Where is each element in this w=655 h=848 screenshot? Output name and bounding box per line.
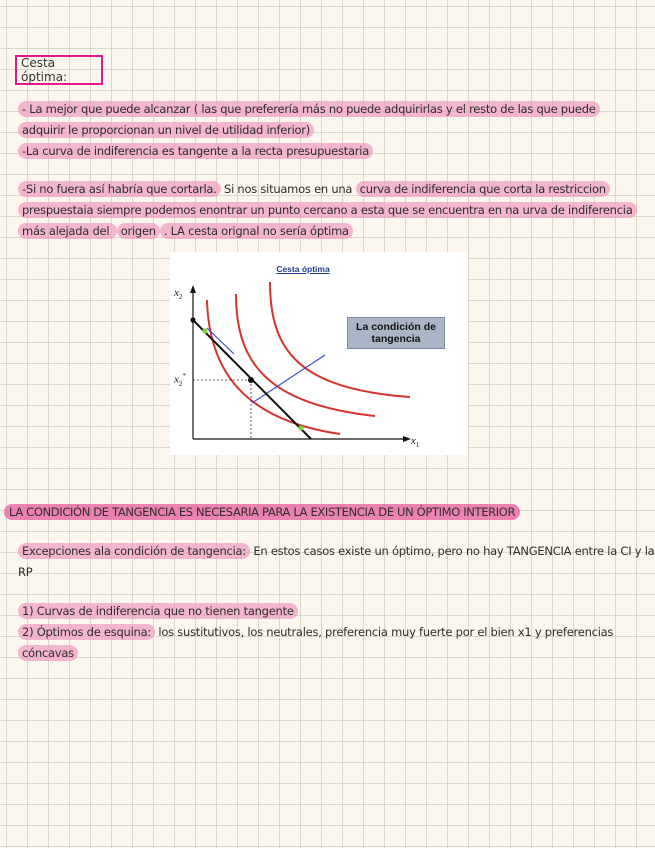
exception-item-1-text: 1) Curvas de indiferencia que no tienen tangente xyxy=(18,603,298,619)
argument-line-1 xyxy=(18,182,610,197)
exception-item-2-label: 2) Óptimos de esquina: xyxy=(18,624,155,640)
exception-item-1 xyxy=(18,604,298,619)
figure-graph xyxy=(170,252,468,455)
argument-text-1a: -Si no fuera así habría que cortarla. xyxy=(18,181,221,197)
parallel-line xyxy=(207,328,234,354)
indifference-curve-2 xyxy=(236,294,375,416)
tangency-label-line-2: tangencia xyxy=(371,333,421,345)
y-axis-label: $x_2$ xyxy=(174,287,183,302)
exceptions-line-1 xyxy=(18,544,654,559)
argument-text-1b: Si nos situamos en una xyxy=(220,182,356,196)
exception-item-2-cont xyxy=(18,646,78,661)
exception-item-2-text: los sustitutivos, los neutrales, preferencia muy fuerte por el bien x1 y preferencias xyxy=(155,625,614,639)
intro-text-3: -La curva de indiferencia es tangente a la recta presupuestaria xyxy=(18,143,373,159)
budget-intercept-point xyxy=(190,317,195,322)
argument-text-3a: más alejada del xyxy=(18,223,117,239)
tangent-line xyxy=(252,355,325,403)
x-axis-label: $x_1$ xyxy=(411,435,420,450)
tangency-label-box xyxy=(347,317,445,349)
argument-text-1c: curva de indiferencia que corta la restriccion xyxy=(356,181,610,197)
exceptions-label: Excepciones ala condición de tangencia: xyxy=(18,543,250,559)
optimal-point xyxy=(248,377,254,383)
title-box xyxy=(15,55,103,85)
intro-line-2 xyxy=(18,123,314,138)
argument-line-2 xyxy=(18,203,637,218)
exceptions-line-2 xyxy=(18,565,32,580)
intersection-point-1 xyxy=(202,328,207,333)
exception-item-2-cont-text: cóncavas xyxy=(18,645,78,661)
y-axis-arrow-icon xyxy=(190,285,196,293)
y-star-label: $x_2^*$ xyxy=(174,372,186,388)
intro-text-2: adquirir le proporcionan un nivel de utilidad inferior) xyxy=(18,122,314,138)
argument-text-3b: origen xyxy=(117,223,160,239)
figure-title: Cesta óptima xyxy=(276,264,330,274)
argument-line-3 xyxy=(18,224,353,239)
tangency-label-line-1: La condición de xyxy=(356,321,436,333)
tangency-heading-text: LA CONDICIÓN DE TANGENCIA ES NECESARIA PARA LA EXISTENCIA DE UN ÓPTIMO INTERIOR xyxy=(4,504,520,520)
exceptions-text-2: RP xyxy=(18,565,33,579)
exception-item-2 xyxy=(18,625,613,640)
intersection-point-2 xyxy=(298,425,303,430)
intro-text-1: - La mejor que puede alcanzar ( las que preferería más no puede adquirirlas y el resto de las que puede xyxy=(18,101,600,117)
intro-line-3 xyxy=(18,144,373,159)
argument-text-3c: . LA cesta orignal no sería óptima xyxy=(160,223,353,239)
page-title: Cesta óptima: xyxy=(21,56,68,84)
exceptions-text-1: En estos casos existe un óptimo, pero no hay TANGENCIA entre la CI y la xyxy=(249,544,655,558)
tangency-heading xyxy=(4,505,520,520)
intro-line-1 xyxy=(18,102,600,117)
argument-text-2: prespuestaia siempre podemos enontrar un punto cercano a esta que se encuentra en na urva de indiferencia xyxy=(18,202,637,218)
optimal-basket-figure xyxy=(170,252,468,455)
x-axis-arrow-icon xyxy=(403,436,411,442)
